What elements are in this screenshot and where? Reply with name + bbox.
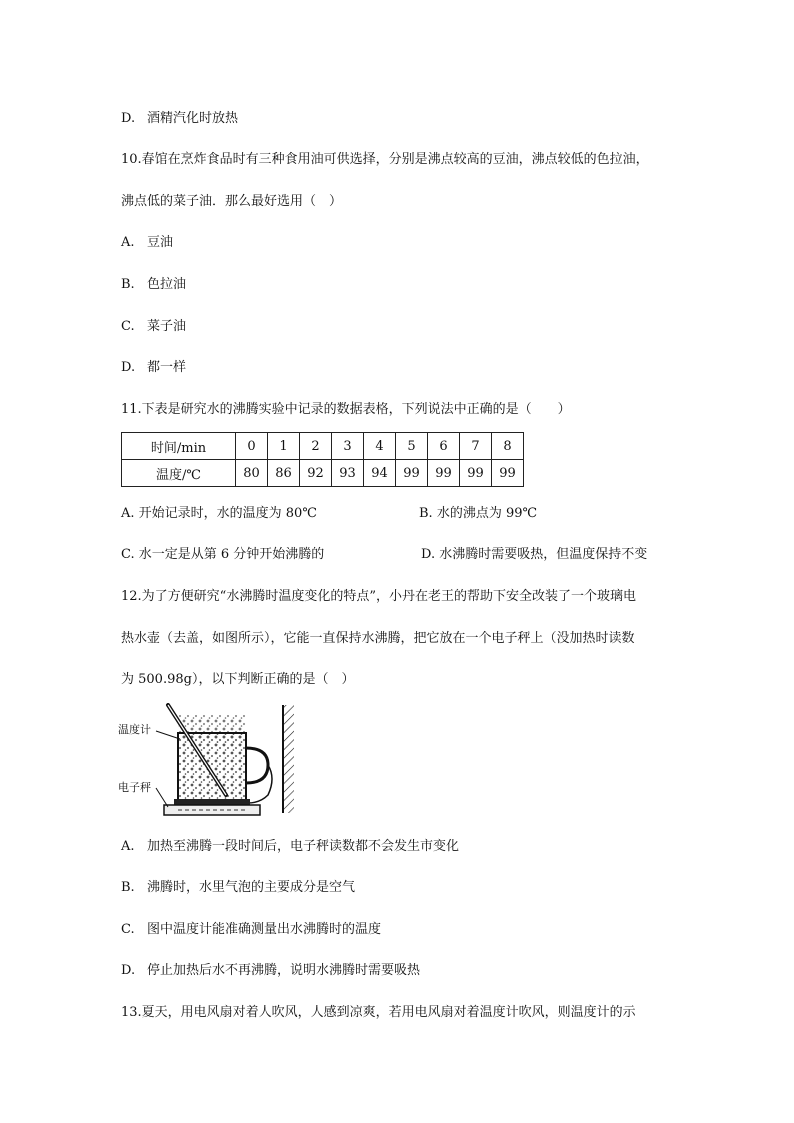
q10-option-b	[121, 276, 186, 294]
table-cell: 2	[300, 433, 332, 460]
q10-stem-line-1: 10.春馆在烹炸食品时有三种食用油可供选择，分别是沸点较高的豆油，沸点较低的色拉油，	[121, 152, 649, 167]
q9-option-d	[121, 110, 238, 128]
kettle-diagram	[118, 703, 298, 818]
table-row-header-temperature: 温度/℃	[122, 460, 236, 487]
thermometer-label: 温度计	[118, 723, 151, 736]
option-text: 豆油	[147, 235, 174, 250]
table-cell: 86	[268, 460, 300, 487]
table-cell: 6	[428, 433, 460, 460]
option-letter: D.	[121, 963, 136, 978]
table-row	[122, 433, 524, 460]
option-letter: A.	[121, 235, 135, 250]
table-cell: 99	[396, 460, 428, 487]
table-cell: 8	[492, 433, 524, 460]
table-cell: 80	[236, 460, 268, 487]
q11-option-a: A. 开始记录时，水的温度为 80℃	[121, 506, 317, 521]
table-cell: 3	[332, 433, 364, 460]
option-text: 停止加热后水不再沸腾，说明水沸腾时需要吸热	[147, 963, 421, 978]
option-letter: B.	[121, 277, 135, 292]
kettle-on-scale-figure	[118, 703, 298, 818]
option-letter: C.	[121, 922, 135, 937]
q12-stem-line-2: 热水壶（去盖，如图所示），它能一直保持水沸腾，把它放在一个电子秤上（没加热时读数	[121, 631, 635, 646]
table-cell: 7	[460, 433, 492, 460]
option-text: 酒精汽化时放热	[147, 111, 239, 126]
q12-option-a	[121, 838, 459, 856]
table-cell: 0	[236, 433, 268, 460]
q12-option-b	[121, 879, 355, 897]
option-text: 菜子油	[147, 319, 187, 334]
option-text: 色拉油	[147, 277, 187, 292]
q13-stem-line-1: 13.夏天，用电风扇对着人吹风，人感到凉爽，若用电风扇对着温度计吹风，则温度计的示	[121, 1005, 636, 1020]
q11-option-b: B. 水的沸点为 99℃	[419, 506, 538, 521]
table-cell: 93	[332, 460, 364, 487]
table-cell: 99	[428, 460, 460, 487]
q12-stem-line-1: 12.为了方便研究“水沸腾时温度变化的特点”，小丹在老王的帮助下安全改装了一个玻璃电	[121, 589, 636, 604]
option-letter: C.	[121, 319, 135, 334]
option-letter: A.	[121, 839, 135, 854]
table-cell: 4	[364, 433, 396, 460]
q11-option-d: D. 水沸腾时需要吸热，但温度保持不变	[421, 547, 648, 562]
table-row	[122, 460, 524, 487]
q10-option-c	[121, 318, 186, 336]
q11-stem: 11.下表是研究水的沸腾实验中记录的数据表格，下列说法中正确的是（ ）	[121, 402, 571, 417]
table-cell: 92	[300, 460, 332, 487]
table-cell: 99	[460, 460, 492, 487]
option-text: 加热至沸腾一段时间后，电子秤读数都不会发生市变化	[147, 839, 460, 854]
option-text: 都一样	[147, 360, 187, 375]
scale-label: 电子秤	[118, 781, 151, 794]
q10-option-a	[121, 234, 173, 252]
table-cell: 1	[268, 433, 300, 460]
q12-option-c	[121, 921, 381, 939]
q11-data-table	[121, 432, 524, 487]
table-cell: 5	[396, 433, 428, 460]
option-letter: D.	[121, 360, 136, 375]
q10-stem-line-2: 沸点低的菜子油．那么最好选用（ ）	[121, 194, 343, 209]
option-text: 沸腾时，水里气泡的主要成分是空气	[147, 880, 356, 895]
table-cell: 94	[364, 460, 396, 487]
option-letter: D.	[121, 111, 136, 126]
table-row-header-time: 时间/min	[122, 433, 236, 460]
q12-option-d	[121, 962, 420, 980]
table-cell: 99	[492, 460, 524, 487]
q12-stem-line-3: 为 500.98g），以下判断正确的是（ ）	[121, 672, 355, 687]
option-text: 图中温度计能准确测量出水沸腾时的温度	[147, 922, 382, 937]
q10-option-d	[121, 359, 186, 377]
option-letter: B.	[121, 880, 135, 895]
q11-option-c: C. 水一定是从第 6 分钟开始沸腾的	[121, 547, 325, 562]
